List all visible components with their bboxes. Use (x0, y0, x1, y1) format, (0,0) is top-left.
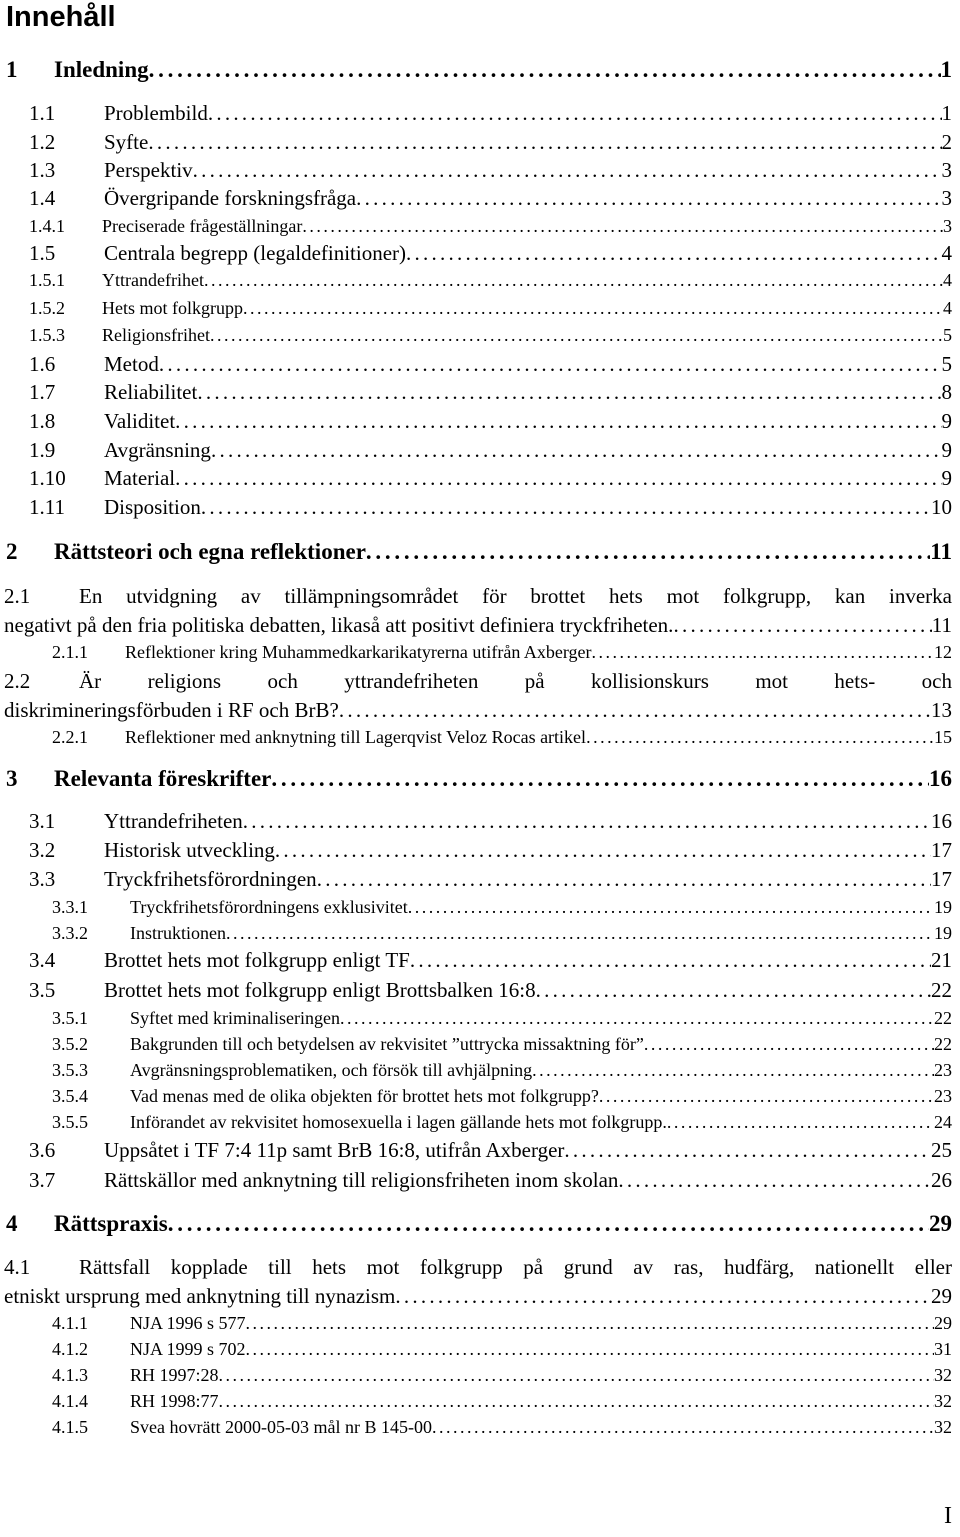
toc-number: 4 (6, 1211, 18, 1236)
toc-number: 1.6 (29, 352, 56, 376)
toc-number: 4.1.2 (52, 1339, 88, 1359)
dot-leader (618, 1168, 931, 1193)
toc-entry[interactable] (0, 495, 960, 520)
dot-leader (432, 1417, 934, 1438)
toc-number: 3.5.2 (52, 1034, 88, 1054)
toc-title: NJA 1996 s 577 (130, 1313, 246, 1333)
toc-entry[interactable] (0, 1008, 960, 1029)
toc-title: Centrala begrepp (legaldefinitioner) (104, 241, 407, 265)
toc-number: 1.2 (29, 130, 56, 154)
toc-page: 32 (934, 1417, 952, 1437)
dot-leader (599, 1086, 934, 1107)
toc-number: 2.1 (4, 584, 31, 608)
toc-page: 22 (934, 1034, 952, 1054)
dot-leader (219, 1365, 934, 1386)
dot-leader (246, 1313, 934, 1334)
toc-number: 1 (6, 57, 18, 82)
toc-title: Metod (104, 352, 159, 376)
toc-line (4, 582, 952, 611)
toc-title: Syfte (104, 130, 149, 154)
toc-page: 22 (934, 1008, 952, 1028)
dot-leader (317, 867, 931, 892)
toc-number: 3 (6, 766, 18, 791)
toc-entry[interactable] (0, 380, 960, 405)
dot-leader (667, 1112, 934, 1133)
toc-number: 3.7 (29, 1168, 56, 1192)
dot-leader (243, 298, 943, 319)
toc-title: Hets mot folkgrupp (102, 298, 243, 318)
toc-entry[interactable] (0, 1417, 960, 1438)
toc-entry[interactable] (0, 539, 960, 565)
toc-page: 5 (943, 325, 952, 345)
dot-leader (592, 642, 935, 663)
toc-entry[interactable] (0, 923, 960, 944)
toc-title: Disposition (104, 495, 201, 519)
toc-title: Validitet (104, 409, 176, 433)
toc-number: 3.5.5 (52, 1112, 88, 1132)
toc-entry[interactable] (0, 1034, 960, 1055)
toc-entry-multiline[interactable] (4, 1253, 952, 1311)
toc-number: 3.5 (29, 978, 56, 1002)
toc-entry-multiline[interactable] (4, 667, 952, 725)
toc-number: 1.4 (29, 186, 56, 210)
toc-entry[interactable] (0, 1086, 960, 1107)
toc-entry[interactable] (0, 57, 960, 83)
toc-title: Införandet av rekvisitet homosexuella i lagen gällande hets mot folkgrupp. (130, 1112, 667, 1132)
toc-entry[interactable] (0, 727, 960, 748)
dot-leader (211, 438, 942, 463)
toc-number: 1.9 (29, 438, 56, 462)
dot-leader (226, 923, 934, 944)
dot-leader (564, 1138, 931, 1163)
toc-page: 32 (934, 1391, 952, 1411)
dot-leader (208, 101, 942, 126)
toc-title: Reflektioner kring Muhammedkarkarikatyrerna utifrån Axberger (125, 642, 592, 662)
toc-title: Instruktionen (130, 923, 226, 943)
toc-title: Relevanta föreskrifter (54, 766, 272, 791)
toc-number: 1.1 (29, 101, 56, 125)
toc-title: Perspektiv (104, 158, 193, 182)
toc-number: 1.5.1 (29, 270, 65, 290)
toc-title: Rättskällor med anknytning till religionsfriheten inom skolan (104, 1168, 619, 1192)
toc-number: 1.4.1 (29, 216, 65, 236)
dot-leader (673, 611, 931, 640)
dot-leader (197, 380, 941, 405)
dot-leader (302, 216, 943, 237)
toc-page: 9 (941, 409, 952, 433)
toc-page: 31 (934, 1339, 952, 1359)
dot-leader (395, 1282, 931, 1311)
dot-leader (586, 727, 934, 748)
toc-entry[interactable] (0, 1060, 960, 1081)
toc-number: 2.2.1 (52, 727, 88, 747)
toc-title: Syftet med kriminaliseringen (130, 1008, 340, 1028)
toc-title: En utvidgning av tillämpningsområdet för brottet hets mot folkgrupp, kan inverka (79, 584, 952, 608)
toc-entry[interactable] (0, 766, 960, 792)
toc-number: 3.3.1 (52, 897, 88, 917)
toc-number: 2.1.1 (52, 642, 88, 662)
toc-title: Rättsfall kopplade till hets mot folkgrupp på grund av ras, hudfärg, nationellt eller (79, 1255, 952, 1279)
toc-number: 4.1.3 (52, 1365, 88, 1385)
toc-number: 3.5.1 (52, 1008, 88, 1028)
toc-line (4, 611, 952, 640)
toc-number: 1.3 (29, 158, 56, 182)
toc-page: 32 (934, 1365, 952, 1385)
toc-number: 3.4 (29, 948, 56, 972)
toc-title: Problembild (104, 101, 208, 125)
toc-page: 25 (931, 1138, 952, 1162)
toc-page: 4 (943, 270, 952, 290)
toc-entry[interactable] (0, 325, 960, 346)
page-title: Innehåll (6, 1, 116, 33)
toc-entry[interactable] (0, 1391, 960, 1412)
dot-leader (175, 466, 941, 491)
toc-title: Religionsfrihet (102, 325, 210, 345)
toc-title-continued: diskrimineringsförbuden i RF och BrB? (4, 698, 339, 722)
toc-title-continued: negativt på den fria politiska debatten, likaså att positivt definiera tryckfriheten. (4, 613, 674, 637)
dot-leader (204, 270, 943, 291)
toc-page: 23 (934, 1060, 952, 1080)
toc-title: RH 1997:28 (130, 1365, 219, 1385)
toc-page: 11 (930, 539, 952, 564)
toc-entry[interactable] (0, 978, 960, 1003)
toc-page: 21 (931, 948, 952, 972)
toc-title: Tryckfrihetsförordningen (104, 867, 317, 891)
toc-page: 2 (941, 130, 952, 154)
dot-leader (271, 766, 929, 792)
toc-title: Uppsåtet i TF 7:4 11p samt BrB 16:8, utifrån Axberger (104, 1138, 565, 1162)
toc-title: Rättsteori och egna reflektioner (54, 539, 366, 564)
page-number: I (944, 1503, 952, 1529)
toc-entry[interactable] (0, 1339, 960, 1360)
toc-page: 12 (934, 642, 952, 662)
toc-number: 1.11 (29, 495, 65, 519)
dot-leader (340, 1008, 934, 1029)
toc-page: 11 (931, 613, 952, 637)
toc-number: 1.5.2 (29, 298, 65, 318)
toc-entry[interactable] (0, 948, 960, 973)
toc-page: 10 (931, 495, 952, 519)
toc-page: 29 (931, 1284, 952, 1308)
toc-page: 24 (934, 1112, 952, 1132)
toc-page: 3 (943, 216, 952, 236)
dot-leader (243, 809, 931, 834)
toc-page: 29 (929, 1211, 952, 1236)
dot-leader (410, 948, 931, 973)
toc-entry[interactable] (0, 809, 960, 834)
toc-page: 1 (940, 57, 952, 82)
toc-line (4, 667, 952, 696)
toc-title: Bakgrunden till och betydelsen av rekvisitet ”uttrycka missaktning för” (130, 1034, 644, 1054)
toc-title: Tryckfrihetsförordningens exklusivitet (130, 897, 408, 917)
toc-title: Är religions och yttrandefriheten på kollisionskurs mot hets- och (79, 669, 952, 693)
toc-title-continued: etniskt ursprung med anknytning till nynazism (4, 1284, 396, 1308)
toc-entry[interactable] (0, 1365, 960, 1386)
dot-leader (201, 495, 931, 520)
toc-number: 3.3.2 (52, 923, 88, 943)
dot-leader (356, 186, 941, 211)
toc-title: NJA 1999 s 702 (130, 1339, 246, 1359)
toc-title: Rättspraxis (54, 1211, 168, 1236)
dot-leader (210, 325, 943, 346)
dot-leader (536, 978, 931, 1003)
toc-entry[interactable] (0, 158, 960, 183)
dot-leader (149, 57, 941, 83)
toc-title: Reflektioner med anknytning till Lagerqvist Veloz Rocas artikel (125, 727, 587, 747)
toc-number: 4.1.1 (52, 1313, 88, 1333)
toc-title: Avgränsning (104, 438, 211, 462)
toc-number: 2 (6, 539, 18, 564)
toc-entry[interactable] (0, 1211, 960, 1237)
toc-line (4, 696, 952, 725)
toc-page: 17 (931, 838, 952, 862)
dot-leader (148, 130, 941, 155)
toc-title: Svea hovrätt 2000-05-03 mål nr B 145-00 (130, 1417, 432, 1437)
toc-line (4, 1253, 952, 1282)
toc-page: 15 (934, 727, 952, 747)
toc-number: 1.5.3 (29, 325, 65, 345)
dot-leader (644, 1034, 934, 1055)
toc-number: 3.3 (29, 867, 56, 891)
toc-page: 16 (931, 809, 952, 833)
toc-title: Avgränsningsproblematiken, och försök till avhjälpning (130, 1060, 533, 1080)
toc-entry[interactable] (0, 1313, 960, 1334)
dot-leader (406, 241, 941, 266)
toc-number: 4.1 (4, 1255, 31, 1279)
dot-leader (532, 1060, 934, 1081)
toc-number: 3.5.3 (52, 1060, 88, 1080)
toc-title: Material (104, 466, 176, 490)
toc-title: Inledning (54, 57, 149, 82)
toc-number: 3.2 (29, 838, 56, 862)
toc-entry[interactable] (0, 867, 960, 892)
toc-page: 17 (931, 867, 952, 891)
toc-entry[interactable] (0, 130, 960, 155)
toc-entry[interactable] (0, 1168, 960, 1193)
toc-page: 16 (929, 766, 952, 791)
toc-number: 1.10 (29, 466, 66, 490)
dot-leader (193, 158, 942, 183)
toc-page: 29 (934, 1313, 952, 1333)
toc-entry-multiline[interactable] (4, 582, 952, 640)
toc-line (4, 1282, 952, 1311)
toc-title: Reliabilitet (104, 380, 198, 404)
toc-entry[interactable] (0, 101, 960, 126)
toc-entry[interactable] (0, 241, 960, 266)
dot-leader (175, 409, 941, 434)
toc-number: 1.7 (29, 380, 56, 404)
toc-number: 3.1 (29, 809, 56, 833)
toc-number: 2.2 (4, 669, 31, 693)
toc-page: 1 (941, 101, 952, 125)
toc-entry[interactable] (0, 1112, 960, 1133)
dot-leader (275, 838, 931, 863)
toc-page: 9 (941, 466, 952, 490)
toc-page: 4 (941, 241, 952, 265)
toc-entry[interactable] (0, 642, 960, 663)
toc-page: 19 (934, 897, 952, 917)
dot-leader (168, 1211, 929, 1237)
toc-page: 9 (941, 438, 952, 462)
toc-number: 4.1.5 (52, 1417, 88, 1437)
toc-entry[interactable] (0, 270, 960, 291)
toc-page: 23 (934, 1086, 952, 1106)
toc-title: Övergripande forskningsfråga (104, 186, 357, 210)
toc-entry[interactable] (0, 466, 960, 491)
toc-number: 3.6 (29, 1138, 56, 1162)
toc-page: 13 (931, 698, 952, 722)
toc-entry[interactable] (0, 1138, 960, 1163)
toc-entry[interactable] (0, 186, 960, 211)
toc-page: 4 (943, 298, 952, 318)
toc-page: 8 (941, 380, 952, 404)
toc-page: 26 (931, 1168, 952, 1192)
toc-entry[interactable] (0, 409, 960, 434)
dot-leader (246, 1339, 934, 1360)
toc-title: Vad menas med de olika objekten för brottet hets mot folkgrupp? (130, 1086, 599, 1106)
toc-title: Preciserade frågeställningar (102, 216, 303, 236)
toc-entry[interactable] (0, 216, 960, 237)
toc-title: Yttrandefrihet (102, 270, 204, 290)
dot-leader (219, 1391, 934, 1412)
dot-leader (339, 696, 931, 725)
dot-leader (408, 897, 934, 918)
toc-entry[interactable] (0, 352, 960, 377)
toc-title: Yttrandefriheten (104, 809, 243, 833)
toc-page: 22 (931, 978, 952, 1002)
toc-page: 5 (941, 352, 952, 376)
dot-leader (366, 539, 930, 565)
toc-number: 1.8 (29, 409, 56, 433)
toc-title: Brottet hets mot folkgrupp enligt TF (104, 948, 410, 972)
toc-entry[interactable] (0, 438, 960, 463)
toc-page: 3 (941, 186, 952, 210)
toc-number: 4.1.4 (52, 1391, 88, 1411)
toc-number: 3.5.4 (52, 1086, 88, 1106)
toc-entry[interactable] (0, 298, 960, 319)
toc-page: 3 (941, 158, 952, 182)
toc-number: 1.5 (29, 241, 56, 265)
toc-title: Historisk utveckling (104, 838, 275, 862)
toc-entry[interactable] (0, 838, 960, 863)
toc-entry[interactable] (0, 897, 960, 918)
dot-leader (159, 352, 942, 377)
toc-title: Brottet hets mot folkgrupp enligt Brottsbalken 16:8 (104, 978, 536, 1002)
toc-title: RH 1998:77 (130, 1391, 219, 1411)
toc-page: 19 (934, 923, 952, 943)
